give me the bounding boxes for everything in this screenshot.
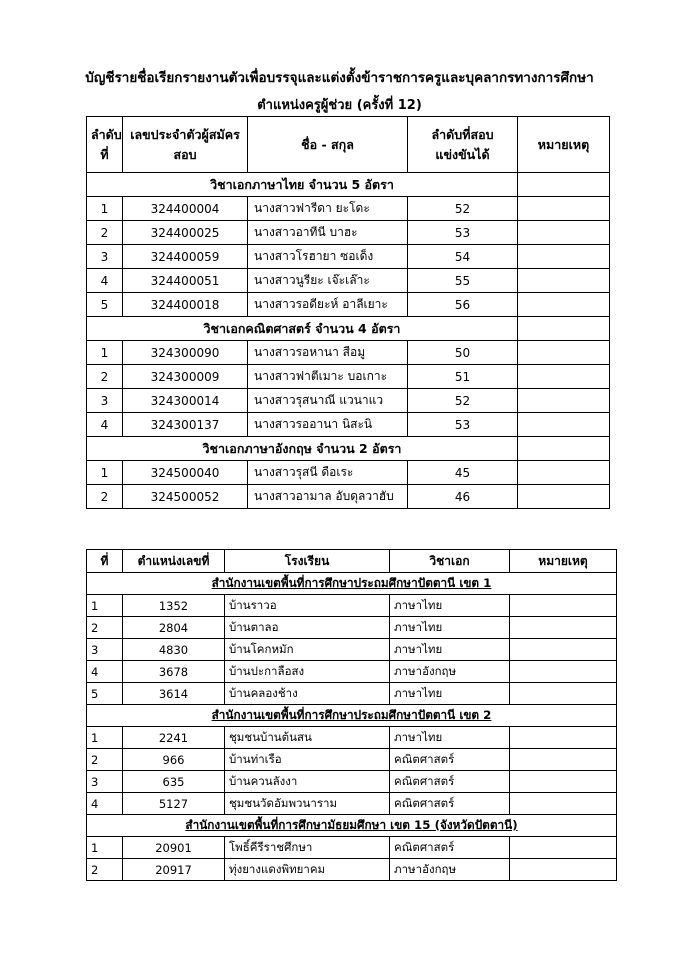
positions-cell-col-0: 2	[87, 617, 123, 639]
candidates-cell-col-1: 324500040	[123, 461, 248, 485]
candidates-cell-col-4	[518, 269, 610, 293]
candidates-row	[87, 365, 610, 389]
positions-cell-col-1: 1352	[123, 595, 225, 617]
candidates-cell-col-1: 324400018	[123, 293, 248, 317]
candidates-cell-col-1: 324300009	[123, 365, 248, 389]
positions-cell-col-1: 5127	[123, 793, 225, 815]
candidates-row	[87, 389, 610, 413]
positions-cell-col-1: 3614	[123, 683, 225, 705]
candidates-cell-col-0: 3	[87, 389, 123, 413]
candidates-section-label: วิชาเอกภาษาอังกฤษ จำนวน 2 อัตรา	[87, 437, 518, 461]
positions-cell-col-3: คณิตศาสตร์	[390, 749, 510, 771]
candidates-cell-col-3: 50	[408, 341, 518, 365]
candidates-cell-col-0: 2	[87, 221, 123, 245]
candidates-header-col-3: ลำดับที่สอบแข่งขันได้	[408, 117, 518, 173]
candidates-section-blank	[518, 437, 610, 461]
candidates-cell-col-4	[518, 197, 610, 221]
candidates-cell-col-1: 324500052	[123, 485, 248, 509]
positions-cell-col-2: บ้านควนลังงา	[225, 771, 390, 793]
candidates-row	[87, 221, 610, 245]
positions-cell-col-4	[510, 661, 617, 683]
positions-table	[86, 549, 617, 881]
positions-cell-col-4	[510, 793, 617, 815]
positions-cell-col-3: คณิตศาสตร์	[390, 837, 510, 859]
candidates-cell-col-3: 53	[408, 221, 518, 245]
candidates-cell-col-2: นางสาวรออานา นิสะนิ	[248, 413, 408, 437]
positions-cell-col-2: ทุ่งยางแดงพิทยาคม	[225, 859, 390, 881]
candidates-cell-col-1: 324300014	[123, 389, 248, 413]
candidates-cell-col-2: นางสาวรุสนี ดือเระ	[248, 461, 408, 485]
candidates-cell-col-0: 5	[87, 293, 123, 317]
candidates-section-blank	[518, 317, 610, 341]
positions-cell-col-3: ภาษาไทย	[390, 617, 510, 639]
candidates-cell-col-3: 55	[408, 269, 518, 293]
positions-cell-col-3: ภาษาไทย	[390, 683, 510, 705]
candidates-table	[86, 116, 610, 509]
positions-cell-col-0: 3	[87, 771, 123, 793]
candidates-header-col-1: เลขประจำตัวผู้สมัครสอบ	[123, 117, 248, 173]
positions-header-row	[87, 550, 617, 573]
positions-header-col-2: โรงเรียน	[225, 550, 390, 573]
positions-cell-col-1: 966	[123, 749, 225, 771]
positions-header-col-3: วิชาเอก	[390, 550, 510, 573]
positions-cell-col-4	[510, 683, 617, 705]
positions-cell-col-2: บ้านโคกหมัก	[225, 639, 390, 661]
document-subtitle: ตำแหน่งครูผู้ช่วย (ครั้งที่ 12)	[257, 98, 422, 113]
positions-cell-col-4	[510, 727, 617, 749]
positions-cell-col-4	[510, 639, 617, 661]
candidates-cell-col-4	[518, 293, 610, 317]
candidates-cell-col-0: 4	[87, 413, 123, 437]
positions-row	[87, 837, 617, 859]
positions-cell-col-3: ภาษาอังกฤษ	[390, 661, 510, 683]
positions-cell-col-4	[510, 749, 617, 771]
candidates-cell-col-0: 2	[87, 485, 123, 509]
positions-cell-col-2: บ้านปะกาลือสง	[225, 661, 390, 683]
positions-cell-col-3: ภาษาไทย	[390, 639, 510, 661]
positions-cell-col-4	[510, 771, 617, 793]
candidates-cell-col-4	[518, 221, 610, 245]
positions-header-col-1: ตำแหน่งเลขที่	[123, 550, 225, 573]
positions-row	[87, 661, 617, 683]
positions-cell-col-0: 1	[87, 595, 123, 617]
candidates-cell-col-4	[518, 389, 610, 413]
candidates-cell-col-2: นางสาวฟาตีเมาะ บอเกาะ	[248, 365, 408, 389]
positions-cell-col-0: 4	[87, 661, 123, 683]
positions-section-label: สำนักงานเขตพื้นที่การศึกษาประถมศึกษาปัตตานี เขต 2	[87, 705, 617, 727]
positions-section-row	[87, 573, 617, 595]
positions-row	[87, 727, 617, 749]
candidates-cell-col-0: 3	[87, 245, 123, 269]
candidates-cell-col-2: นางสาวรุสนาณี แวนาแว	[248, 389, 408, 413]
candidates-cell-col-3: 54	[408, 245, 518, 269]
positions-header-col-0: ที่	[87, 550, 123, 573]
positions-cell-col-1: 20901	[123, 837, 225, 859]
candidates-cell-col-2: นางสาวอามาล อับดุลวาฮับ	[248, 485, 408, 509]
positions-cell-col-0: 4	[87, 793, 123, 815]
candidates-row	[87, 293, 610, 317]
positions-cell-col-3: คณิตศาสตร์	[390, 793, 510, 815]
candidates-section-row	[87, 437, 610, 461]
candidates-cell-col-1: 324400025	[123, 221, 248, 245]
positions-row	[87, 771, 617, 793]
positions-cell-col-1: 2241	[123, 727, 225, 749]
candidates-cell-col-3: 53	[408, 413, 518, 437]
candidates-cell-col-3: 45	[408, 461, 518, 485]
candidates-row	[87, 485, 610, 509]
positions-cell-col-0: 2	[87, 859, 123, 881]
candidates-cell-col-3: 52	[408, 197, 518, 221]
candidates-cell-col-3: 52	[408, 389, 518, 413]
candidates-cell-col-4	[518, 461, 610, 485]
positions-cell-col-0: 2	[87, 749, 123, 771]
positions-cell-col-3: ภาษาอังกฤษ	[390, 859, 510, 881]
candidates-cell-col-2: นางสาวฟารีดา ยะโดะ	[248, 197, 408, 221]
positions-cell-col-2: ชุมชนบ้านต้นสน	[225, 727, 390, 749]
candidates-section-label: วิชาเอกภาษาไทย จำนวน 5 อัตรา	[87, 173, 518, 197]
candidates-header-col-2: ชื่อ - สกุล	[248, 117, 408, 173]
candidates-cell-col-0: 4	[87, 269, 123, 293]
candidates-header-col-4: หมายเหตุ	[518, 117, 610, 173]
positions-cell-col-2: บ้านราวอ	[225, 595, 390, 617]
candidates-section-label: วิชาเอกคณิตศาสตร์ จำนวน 4 อัตรา	[87, 317, 518, 341]
positions-cell-col-0: 5	[87, 683, 123, 705]
positions-cell-col-1: 4830	[123, 639, 225, 661]
candidates-cell-col-0: 1	[87, 461, 123, 485]
candidates-cell-col-4	[518, 341, 610, 365]
positions-row	[87, 639, 617, 661]
candidates-row	[87, 341, 610, 365]
candidates-cell-col-2: นางสาวรอดียะห์ อาลีเยาะ	[248, 293, 408, 317]
positions-cell-col-0: 1	[87, 727, 123, 749]
positions-row	[87, 859, 617, 881]
candidates-cell-col-2: นางสาวอาทีนี บาฮะ	[248, 221, 408, 245]
positions-cell-col-4	[510, 859, 617, 881]
positions-cell-col-0: 1	[87, 837, 123, 859]
candidates-cell-col-4	[518, 413, 610, 437]
candidates-row	[87, 197, 610, 221]
positions-section-row	[87, 815, 617, 837]
positions-cell-col-4	[510, 595, 617, 617]
positions-cell-col-2: ชุมชนวัดอัมพวนาราม	[225, 793, 390, 815]
positions-cell-col-2: บ้านตาลอ	[225, 617, 390, 639]
positions-row	[87, 749, 617, 771]
positions-cell-col-3: คณิตศาสตร์	[390, 771, 510, 793]
document-title: บัญชีรายชื่อเรียกรายงานตัวเพื่อบรรจุและแต่งตั้งข้าราชการครูและบุคลากรทางการศึกษา	[85, 70, 594, 86]
candidates-section-blank	[518, 173, 610, 197]
candidates-cell-col-0: 2	[87, 365, 123, 389]
candidates-section-row	[87, 173, 610, 197]
candidates-cell-col-0: 1	[87, 341, 123, 365]
candidates-header-row	[87, 117, 610, 173]
positions-row	[87, 617, 617, 639]
positions-cell-col-3: ภาษาไทย	[390, 727, 510, 749]
positions-cell-col-4	[510, 837, 617, 859]
candidates-cell-col-3: 51	[408, 365, 518, 389]
positions-row	[87, 793, 617, 815]
positions-row	[87, 683, 617, 705]
candidates-cell-col-1: 324300137	[123, 413, 248, 437]
candidates-cell-col-3: 46	[408, 485, 518, 509]
positions-cell-col-1: 3678	[123, 661, 225, 683]
positions-section-label: สำนักงานเขตพื้นที่การศึกษาประถมศึกษาปัตตานี เขต 1	[87, 573, 617, 595]
positions-section-row	[87, 705, 617, 727]
candidates-row	[87, 461, 610, 485]
positions-header-col-4: หมายเหตุ	[510, 550, 617, 573]
candidates-cell-col-1: 324400004	[123, 197, 248, 221]
candidates-cell-col-0: 1	[87, 197, 123, 221]
candidates-header-col-0: ลำดับที่	[87, 117, 123, 173]
positions-section-label: สำนักงานเขตพื้นที่การศึกษามัธยมศึกษา เขต 15 (จังหวัดปัตตานี)	[87, 815, 617, 837]
positions-cell-col-2: บ้านคลองช้าง	[225, 683, 390, 705]
positions-cell-col-0: 3	[87, 639, 123, 661]
positions-cell-col-3: ภาษาไทย	[390, 595, 510, 617]
candidates-row	[87, 413, 610, 437]
candidates-cell-col-1: 324400059	[123, 245, 248, 269]
candidates-cell-col-4	[518, 485, 610, 509]
candidates-row	[87, 245, 610, 269]
positions-cell-col-2: บ้านท่าเรือ	[225, 749, 390, 771]
candidates-cell-col-2: นางสาวรอหานา สือมู	[248, 341, 408, 365]
candidates-cell-col-1: 324400051	[123, 269, 248, 293]
candidates-cell-col-1: 324300090	[123, 341, 248, 365]
candidates-row	[87, 269, 610, 293]
candidates-cell-col-2: นางสาวโรฮายา ซอเด็ง	[248, 245, 408, 269]
candidates-cell-col-3: 56	[408, 293, 518, 317]
positions-cell-col-1: 2804	[123, 617, 225, 639]
positions-row	[87, 595, 617, 617]
positions-cell-col-2: โพธิ์คีรีราชศึกษา	[225, 837, 390, 859]
candidates-cell-col-2: นางสาวนูรียะ เจ๊ะเล๊าะ	[248, 269, 408, 293]
positions-cell-col-1: 635	[123, 771, 225, 793]
candidates-cell-col-4	[518, 245, 610, 269]
candidates-cell-col-4	[518, 365, 610, 389]
positions-cell-col-1: 20917	[123, 859, 225, 881]
positions-cell-col-4	[510, 617, 617, 639]
candidates-section-row	[87, 317, 610, 341]
